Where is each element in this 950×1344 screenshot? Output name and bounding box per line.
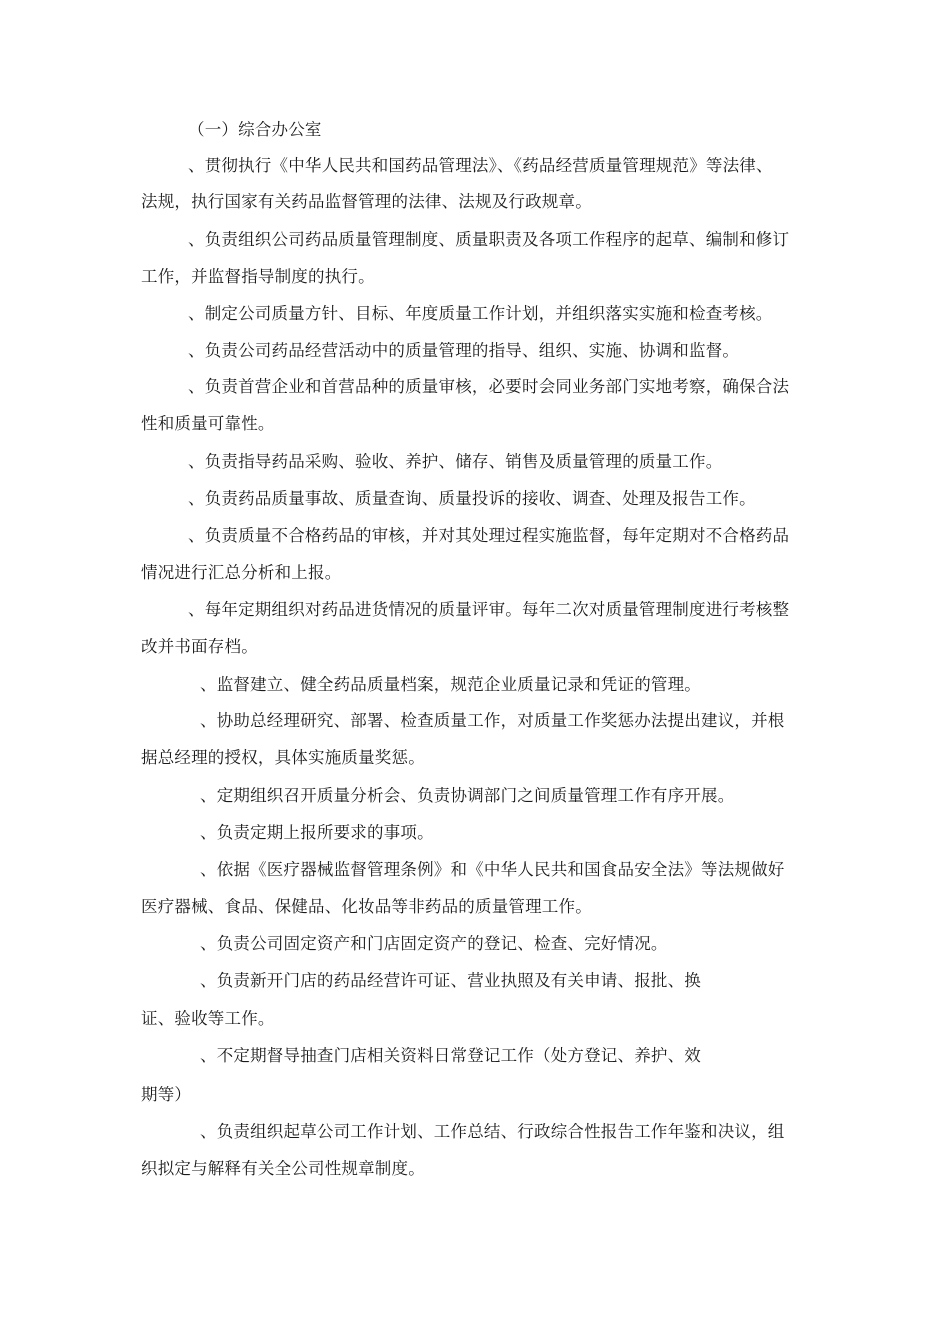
paragraph-line: 法规，执行国家有关药品监督管理的法律、法规及行政规章。 xyxy=(141,192,592,211)
paragraph-line: 医疗器械、食品、保健品、化妆品等非药品的质量管理工作。 xyxy=(141,897,592,916)
paragraph-line: 据总经理的授权，具体实施质量奖惩。 xyxy=(141,748,425,767)
paragraph-line: 、贯彻执行《中华人民共和国药品管理法》、《药品经营质量管理规范》等法律、 xyxy=(188,156,773,175)
paragraph-line: 、负责定期上报所要求的事项。 xyxy=(200,823,434,842)
paragraph-line: 、负责组织起草公司工作计划、工作总结、行政综合性报告工作年鉴和决议，组 xyxy=(200,1122,785,1141)
paragraph-line: 、负责新开门店的药品经营许可证、营业执照及有关申请、报批、换 xyxy=(200,971,701,990)
paragraph-line: 织拟定与解释有关全公司性规章制度。 xyxy=(141,1159,425,1178)
paragraph-line: 工作，并监督指导制度的执行。 xyxy=(141,267,375,286)
paragraph-line: 期等） xyxy=(141,1085,192,1104)
paragraph-line: 、负责药品质量事故、质量查询、质量投诉的接收、调查、处理及报告工作。 xyxy=(188,489,756,508)
paragraph-line: 、协助总经理研究、部署、检查质量工作，对质量工作奖惩办法提出建议，并根 xyxy=(200,711,785,730)
paragraph-line: 、不定期督导抽查门店相关资料日常登记工作（处方登记、养护、效 xyxy=(200,1046,701,1065)
paragraph-line: 、负责质量不合格药品的审核，并对其处理过程实施监督，每年定期对不合格药品 xyxy=(188,526,790,545)
paragraph-line: 、监督建立、健全药品质量档案，规范企业质量记录和凭证的管理。 xyxy=(200,675,701,694)
paragraph-line: 、负责公司药品经营活动中的质量管理的指导、组织、实施、协调和监督。 xyxy=(188,341,740,360)
section-title: （一）综合办公室 xyxy=(188,120,322,139)
paragraph-line: 、每年定期组织对药品进货情况的质量评审。每年二次对质量管理制度进行考核整 xyxy=(188,600,790,619)
paragraph-line: 、依据《医疗器械监督管理条例》和《中华人民共和国食品安全法》等法规做好 xyxy=(200,860,785,879)
paragraph-line: 证、验收等工作。 xyxy=(141,1009,275,1028)
paragraph-line: 性和质量可靠性。 xyxy=(141,414,275,433)
paragraph-line: 、负责组织公司药品质量管理制度、质量职责及各项工作程序的起草、编制和修订 xyxy=(188,230,790,249)
paragraph-line: 、负责指导药品采购、验收、养护、储存、销售及质量管理的质量工作。 xyxy=(188,452,723,471)
paragraph-line: 、制定公司质量方针、目标、年度质量工作计划，并组织落实实施和检查考核。 xyxy=(188,304,773,323)
paragraph-line: 、负责公司固定资产和门店固定资产的登记、检查、完好情况。 xyxy=(200,934,668,953)
paragraph-line: 、负责首营企业和首营品种的质量审核，必要时会同业务部门实地考察，确保合法 xyxy=(188,377,790,396)
paragraph-line: 情况进行汇总分析和上报。 xyxy=(141,563,342,582)
paragraph-line: 、定期组织召开质量分析会、负责协调部门之间质量管理工作有序开展。 xyxy=(200,786,735,805)
paragraph-line: 改并书面存档。 xyxy=(141,637,258,656)
